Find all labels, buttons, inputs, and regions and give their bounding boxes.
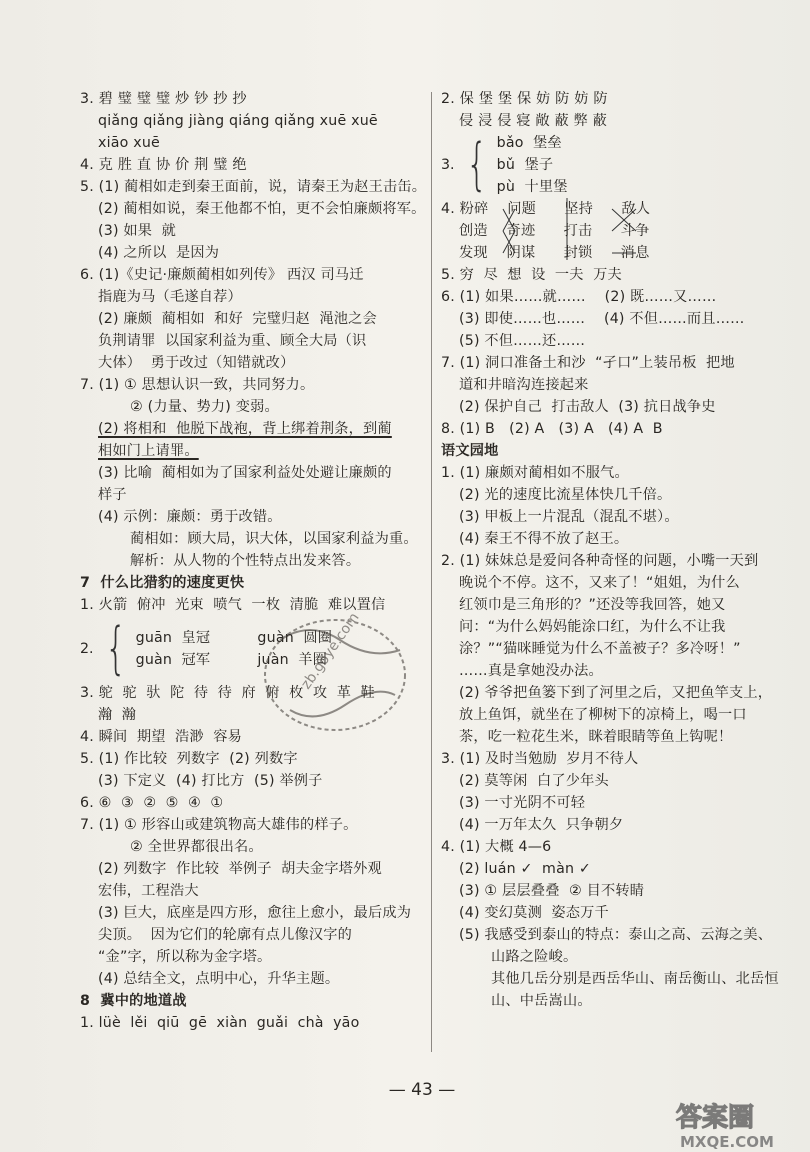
brace-icon: { (105, 616, 127, 681)
section-heading: 7 什么比猎豹的速度更快 (80, 575, 245, 591)
text-line: guàn 冠军 juàn 羊圈 (135, 652, 328, 668)
text-line: 7. (1) ① 思想认识一致，共同努力。 (80, 377, 315, 393)
text-line: 5. 穷 尽 想 设 一夫 万夫 (441, 267, 622, 283)
text-line: 红领巾是三角形的？”还没等我回答，她又 (459, 597, 726, 613)
text-line: (2) 莫等闲 白了少年头 (459, 773, 609, 789)
text-line: (2) 光的速度比流星体快几千倍。 (459, 487, 672, 503)
text-line: bǎo 堡垒 (496, 135, 562, 151)
section-heading: 语文园地 (441, 443, 499, 459)
text-line: (3) 一寸光阴不可轻 (459, 795, 586, 811)
text-line: 晚说个不停。这不，又来了！“姐姐，为什么 (459, 575, 740, 591)
text-line: (4) 之所以 是因为 (98, 245, 220, 261)
text-line: (3) 如果 就 (98, 223, 176, 239)
text-line: 指鹿为马（毛遂自荐） (98, 289, 242, 305)
text-line: guān 皇冠 guàn 圆圈 (135, 630, 333, 646)
text-line: (2) 廉颇 蔺相如 和好 完璧归赵 渑池之会 (98, 311, 377, 327)
text-line: (4) 总结全文，点明中心，升华主题。 (98, 971, 340, 987)
text-line: 样子 (98, 487, 127, 503)
text-line: 其他几岳分别是西岳华山、南岳衡山、北岳恒 (491, 971, 779, 987)
text-line: 2. (1) 妹妹总是爱问各种奇怪的问题，小嘴一天到 (441, 553, 759, 569)
text-line: 茶，吃一粒花生米，眯着眼睛等鱼上钩呢！ (459, 729, 733, 745)
watermark-stamp-icon (250, 600, 420, 750)
text-line: 山路之险峻。 (491, 949, 578, 965)
text-line: 3. 鸵 驼 驮 陀 待 待 府 俯 枚 攻 革 鞋 (80, 685, 375, 701)
text-line: 大体） 勇于改过（知错就改） (98, 355, 295, 371)
text-line: (2) 爷爷把鱼篓下到了河里之后，又把鱼竿支上， (459, 685, 773, 701)
text-line: 4. (1) 大概 4—6 (441, 839, 552, 855)
text-line: (3) 下定义 (4) 打比方 (5) 举例子 (98, 773, 323, 789)
text-line: (3) ① 层层叠叠 ② 目不转睛 (459, 883, 645, 899)
text-line: (4) 秦王不得不放了赵王。 (459, 531, 629, 547)
text-line: 8. (1) B (2) A (3) A (4) A B (441, 421, 663, 437)
text-line: ② 全世界都很出名。 (130, 839, 263, 855)
text-line: 瀚 瀚 (98, 707, 137, 723)
logo-url: MXQE.COM (680, 1133, 774, 1151)
right-column (441, 88, 777, 1012)
text-line: 道和井暗沟连接起来 (459, 377, 589, 393)
text-line: (3) 甲板上一片混乱（混乱不堪）。 (459, 509, 679, 525)
page-number: — 43 — (388, 1080, 456, 1100)
text-line: xiāo xuē (98, 135, 160, 151)
matching-exercise (441, 198, 777, 264)
text-line-underlined: 相如门上请罪。 (98, 443, 199, 459)
text-line: 5. (1) 蔺相如走到秦王面前，说，请秦王为赵王击缶。 (80, 179, 427, 195)
text-line: (2) luán ✓ màn ✓ (459, 861, 591, 877)
text-line: 尖顶。 因为它们的轮廓有点儿像汉字的 (98, 927, 353, 943)
text-line: (2) 列数字 作比较 举例子 胡夫金字塔外观 (98, 861, 382, 877)
stamp-text: zb.goye.com (298, 609, 363, 693)
text-line: bǔ 堡子 (496, 157, 554, 173)
text-line: (5) 我感受到泰山的特点：泰山之高、云海之美、 (459, 927, 773, 943)
text-line: (3) 比喻 蔺相如为了国家利益处处避让廉颇的 (98, 465, 392, 481)
text-line: ……真是拿她没办法。 (459, 663, 603, 679)
pinyin-group: 3. { bǎo 堡垒 bǔ 堡子 pù 十里堡 (441, 132, 568, 197)
text-line: ② (力量、势力) 变弱。 (130, 399, 279, 415)
text-line: 宏伟，工程浩大 (98, 883, 199, 899)
text-line: (2) 蔺相如说，秦王他都不怕，更不会怕廉颇将军。 (98, 201, 426, 217)
text-line: 6. ⑥ ③ ② ⑤ ④ ① (80, 795, 224, 811)
text-line: 创造 奇迹 打击 斗争 (459, 223, 650, 239)
text-line: 1. 火箭 俯冲 光束 喷气 一枚 清脆 难以置信 (80, 597, 386, 613)
text-line: 问：“为什么妈妈能涂口红，为什么不让我 (459, 619, 726, 635)
text-line: (3) 即使……也…… (4) 不但……而且…… (459, 311, 745, 327)
site-logo-icon (668, 1096, 808, 1152)
text-line: 5. (1) 作比较 列数字 (2) 列数字 (80, 751, 298, 767)
text-line: 4. 克 胜 直 协 价 荆 璧 绝 (80, 157, 247, 173)
text-line: “金”字，所以称为金字塔。 (98, 949, 272, 965)
text-line: (3) 巨大，底座是四方形，愈往上愈小，最后成为 (98, 905, 412, 921)
text-line: 3. (1) 及时当勉励 岁月不待人 (441, 751, 639, 767)
text-line: (5) 不但……还…… (459, 333, 586, 349)
text-line: 4. 瞬间 期望 浩渺 容易 (80, 729, 243, 745)
text-line: qiǎng qiǎng jiàng qiáng qiǎng xuē xuē (98, 113, 378, 129)
text-line: 6. (1)《史记·廉颇蔺相如列传》 西汉 司马迁 (80, 267, 364, 283)
text-line: 4. 粉碎 问题 坚持 敌人 (441, 201, 651, 217)
text-line: 放上鱼饵，就坐在了柳树下的凉椅上，喝一口 (459, 707, 747, 723)
text-line: 3. 碧 璧 璧 璧 炒 钞 抄 抄 (80, 91, 247, 107)
text-line: 涂？”“猫咪睡觉为什么不盖被子？多冷呀！” (459, 641, 741, 657)
text-line: 2. 保 堡 堡 保 妨 防 妨 防 (441, 91, 608, 107)
text-line: 负荆请罪 以国家利益为重、顾全大局（识 (98, 333, 367, 349)
text-line: 7. (1) 洞口准备土和沙 “孑口”上装吊板 把地 (441, 355, 735, 371)
text-line: (4) 一万年太久 只争朝夕 (459, 817, 624, 833)
item-number: 2. (80, 641, 94, 657)
text-line: 7. (1) ① 形容山或建筑物高大雄伟的样子。 (80, 817, 358, 833)
text-line: 发现 阴谋 封锁 消息 (459, 245, 650, 261)
text-line: (4) 示例：廉颇：勇于改错。 (98, 509, 282, 525)
text-line: 6. (1) 如果……就…… (2) 既……又…… (441, 289, 717, 305)
text-line: 解析：从人物的个性特点出发来答。 (130, 553, 361, 569)
logo-text: 答案圈 (676, 1103, 755, 1133)
text-line: 1. (1) 廉颇对蔺相如不服气。 (441, 465, 629, 481)
left-column (80, 88, 427, 1034)
text-line: 侵 浸 侵 寝 敞 蔽 弊 蔽 (459, 113, 608, 129)
text-line: 山、中岳嵩山。 (491, 993, 592, 1009)
text-line: 蔺相如：顾大局，识大体，以国家利益为重。 (130, 531, 418, 547)
text-line: 1. lüè lěi qiū gē xiàn guǎi chà yāo (80, 1015, 360, 1031)
brace-icon: { (466, 132, 488, 197)
text-line: (4) 变幻莫测 姿态万千 (459, 905, 609, 921)
text-line: (2) 保护自己 打击敌人 (3) 抗日战争史 (459, 399, 716, 415)
section-heading: 8 冀中的地道战 (80, 993, 187, 1009)
text-line: pù 十里堡 (496, 179, 568, 195)
text-line-underlined: (2) 将相和 他脱下战袍，背上绑着荆条，到蔺 (98, 421, 392, 437)
column-divider (431, 92, 432, 1052)
